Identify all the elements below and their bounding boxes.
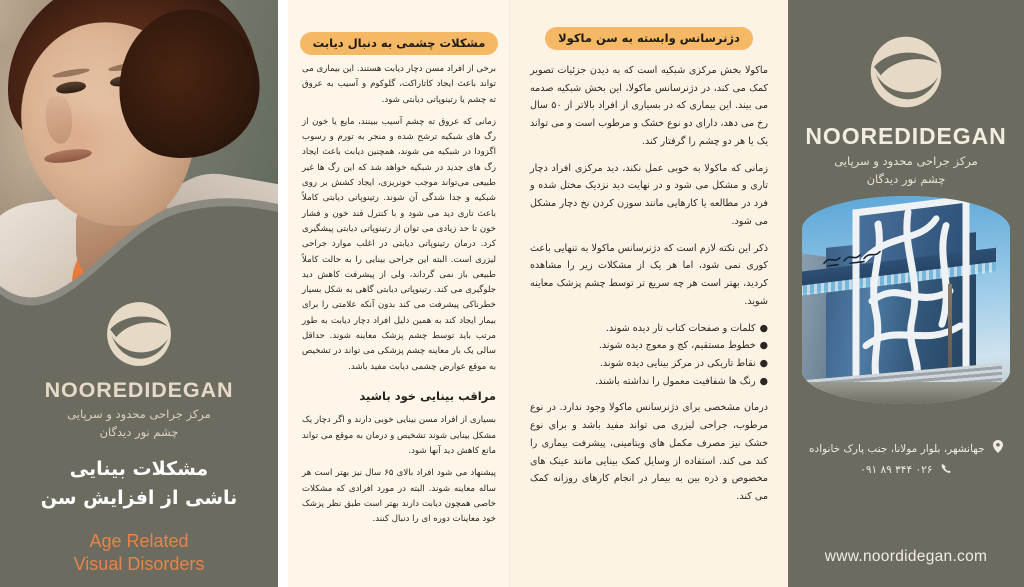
bullet-text: خطوط مستقیم، کج و معوج دیده شوند. [598, 340, 756, 352]
contact-block [796, 440, 1016, 482]
middle-heading-pill: مشکلات چشمی به دنبال دیابت [300, 32, 499, 55]
bullet-text: رنگ ها شفافیت معمول را نداشته باشند. [595, 375, 756, 387]
middle-paragraph: بسیاری از افراد مسن بینایی خوبی دارند و اگر دچار یک مشکل بینایی شوند تشخیص و درمان به موقع می تواند مانع کاهش دید آنها شود. [302, 415, 496, 456]
bullet-dot-icon: ● [759, 322, 768, 334]
bullet-dot-icon: ● [759, 375, 768, 387]
list-item [530, 320, 768, 338]
bullet-text: نقاط تاریکی در مرکز بینایی دیده شوند. [599, 358, 756, 370]
left-title-line2: ناشی از افزایش سن [40, 487, 238, 510]
right-inner-body [530, 62, 768, 515]
right-inner-paragraph: ذکر این نکته لازم است که دژنرسانس ماکولا به تنهایی باعث کوری نمی شود، اما هر یک از مشکلات زیر را مشاهده کردید، بهتر است هر چه سریع تر توسط چشم پزشک معاینه شوید. [530, 242, 768, 307]
right-logo-block [788, 30, 1024, 189]
eye-circle-logo-icon [864, 30, 948, 114]
list-item [530, 355, 768, 373]
right-inner-paragraph: درمان مشخصی برای دژنرسانس ماکولا وجود ندارد. در نوع مرطوب، جراحی لیزری می تواند مفید باشد و برای نوع خشک نیز مصرف مکمل های ویتامینی، پیشرفت بیماری را کند می کند. استفاده از وسایل کمک بینایی مانند عینک های مخصوص و ذره بین به بیمار در انجام کارهای روزانه کمک می کند. [530, 402, 768, 503]
middle-subheading: مراقب بینایی خود باشید [359, 388, 496, 403]
middle-paragraph: زمانی که عروق ته چشم آسیب ببینند، مایع یا خون از رگ های شبکیه ترشح شده و منجر به تورم و رسوب اگزودا در شبکیه می شوند، همچنین دیابت باعث ایجاد رگ های جدید در شبکیه خواهد شد که این رگ ها غیر طبیعی می‌تواند موجب خونریزی، ایجاد کشش بر روی شبکیه و جدا شدگی آن شوند. رتینوپاتی دیابتی کاملاً باعث تاری دید می شود و با کنترل قند خون و فشار خون تا حد زیادی می توان از رتینوپاتی دیابتی پیشگیری کرد. درمان رتینوپاتی دیابتی در اغلب موارد جراحی لیزری است. البته این جراحی بینایی را به حالت کاملاً طبیعی باز نمی گرداند، ولی از پیشرفت کاهش دید جلوگیری می کند. رتینوپاتی دیابتی گاهی به شکل بسیار خطرناکی پیشرفت می کند بدون آنکه علامتی را برای بیمار ایجاد کند به همین دلیل افراد دچار دیابت به طور مرتب باید توسط چشم پزشک معاینه شوند. حداقل سالی یک بار معاینه چشم پزشکی می تواند در تشخیص به موقع عوارض چشمی دیابت مفید باشد. [302, 116, 496, 372]
right-inner-heading-pill: دژنرسانس وابسته به سن ماکولا [545, 27, 753, 50]
phone-row [796, 461, 1016, 482]
address-text: جهانشهر، بلوار مولانا، جنب پارک خانواده [809, 443, 985, 455]
bullet-dot-icon: ● [759, 358, 768, 370]
list-item [530, 337, 768, 355]
middle-heading-wrap [288, 32, 510, 55]
eye-circle-logo-icon [101, 296, 177, 372]
brand-name-fa [788, 153, 1024, 189]
right-inner-paragraph: زمانی که ماکولا به خوبی عمل نکند، دید مرکزی افراد دچار تاری و مشکل می شود و در نهایت دید نزدیک مختل شده و فرد در مطالعه یا کارهایی مانند سوزن کردن نخ دچار مشکل می شود. [530, 162, 768, 227]
middle-paragraph: پیشنهاد می شود افراد بالای ۶۵ سال نیز بهتر است هر ساله معاینه شوند. البته در مورد افرادی که مشکلات خاصی همچون دیابت دارند بهتر است طبق نظر پزشک خود معاینات دوره ای را دنبال کنند. [302, 468, 496, 525]
left-panel [0, 0, 278, 587]
right-inner-heading-wrap [510, 27, 788, 50]
bullet-dot-icon: ● [759, 340, 768, 352]
brand-name-en: NOOREDIDEGAN [805, 123, 1007, 149]
phone-number: ۰۲۶ ۳۴۴ ۸۹ ۰۹۱ [860, 463, 933, 476]
brand-name-en: NOOREDIDEGAN [44, 378, 234, 402]
brand-fa-line2: چشم نور دیدگان [866, 171, 946, 186]
brand-fa-line1: مرکز جراحی محدود و سرپایی [67, 407, 211, 421]
right-inner-paragraph: ماکولا بخش مرکزی شبکیه است که به دیدن جزئیات تصویر کمک می کند، در دژنرسانس ماکولا، این بخش شبکیه صدمه می بیند. این بیماری که در بسیاری از افراد بالاتر از ۵۰ سال رخ می دهد، دارای دو نوع خشک و مرطوب است و می تواند یک یا هر دو چشم را گرفتار کند. [530, 65, 768, 147]
street-ground [802, 382, 1010, 404]
brand-name-fa [0, 406, 278, 442]
left-panel-subtitle-en [0, 530, 278, 576]
symptom-bullet-list [530, 320, 768, 391]
map-pin-icon [993, 440, 1003, 461]
clinic-building-photo [802, 196, 1010, 404]
left-title-line1: مشکلات بینایی [69, 458, 209, 480]
list-item [530, 373, 768, 391]
left-subtitle-line2: Visual Disorders [73, 554, 205, 575]
left-subtitle-line1: Age Related [89, 531, 189, 551]
brand-fa-line1: مرکز جراحی محدود و سرپایی [834, 154, 978, 168]
middle-paragraph: برخی از افراد مسن دچار دیابت هستند. این بیماری می تواند باعث ایجاد کاتاراکت، گلوکوم و آسیب به عروق ته چشم یا رتینوپاتی دیابتی شود. [302, 64, 496, 105]
right-inner-panel [510, 0, 788, 587]
middle-panel [288, 0, 510, 587]
left-panel-title [14, 455, 264, 514]
brand-fa-line2: چشم نور دیدگان [99, 424, 179, 439]
bullet-text: کلمات و صفحات کتاب تار دیده شوند. [605, 322, 756, 334]
address-row [796, 440, 1016, 461]
right-panel [788, 0, 1024, 587]
left-logo-block [0, 296, 278, 442]
phone-icon [941, 462, 952, 482]
middle-body [302, 62, 496, 534]
website-url: www.noordidegan.com [824, 548, 988, 565]
